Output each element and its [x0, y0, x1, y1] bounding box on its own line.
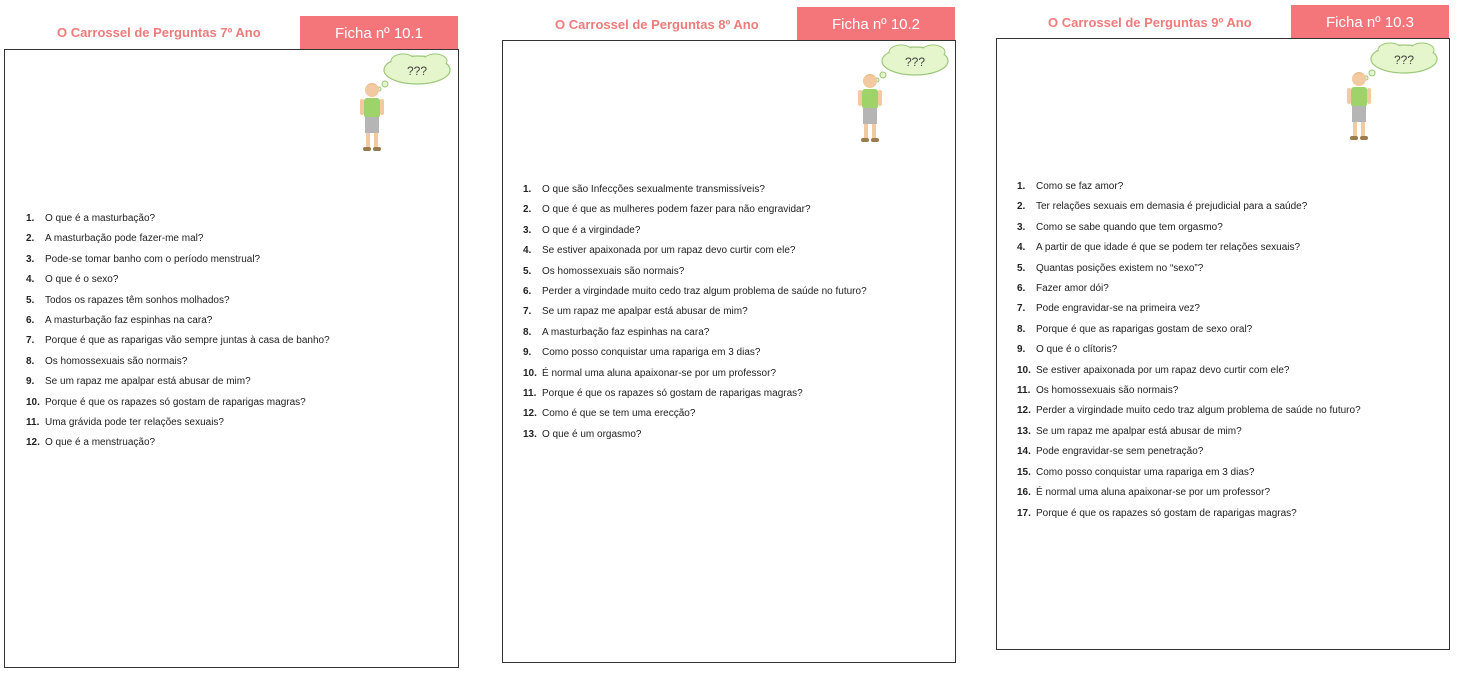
- question-text: Os homossexuais são normais?: [1036, 385, 1179, 397]
- question-text: A masturbação pode fazer-me mal?: [45, 233, 204, 245]
- sheet-title: O Carrossel de Perguntas 9º Ano: [1048, 15, 1252, 30]
- question-text: Porque é que as raparigas vão sempre juntas à casa de banho?: [45, 335, 330, 347]
- question-text: Ter relações sexuais em demasia é prejudicial para a saúde?: [1036, 201, 1308, 213]
- question-text: Perder a virgindade muito cedo traz algum problema de saúde no futuro?: [1036, 405, 1361, 417]
- question-number: 8.: [1017, 323, 1026, 335]
- question-number: 3.: [26, 253, 35, 265]
- question-item: [26, 413, 330, 433]
- question-number: 5.: [26, 294, 35, 306]
- question-item: [523, 404, 867, 424]
- sheet-title: O Carrossel de Perguntas 8º Ano: [555, 17, 759, 32]
- worksheet-page: [996, 38, 1450, 650]
- question-number: 11.: [1017, 385, 1031, 397]
- question-item: [523, 302, 867, 322]
- question-number: 11.: [523, 388, 537, 400]
- question-item: [26, 331, 330, 351]
- question-text: O que é a menstruação?: [45, 437, 156, 449]
- boy-with-thought-bubble-icon: [853, 43, 963, 163]
- question-item: [1017, 483, 1361, 503]
- question-item: [523, 241, 867, 261]
- question-item: [523, 343, 867, 363]
- question-number: 6.: [523, 286, 532, 298]
- question-item: [523, 221, 867, 241]
- question-text: A masturbação faz espinhas na cara?: [45, 315, 213, 327]
- question-item: [26, 372, 330, 392]
- question-item: [523, 384, 867, 404]
- question-item: [26, 250, 330, 270]
- question-item: [1017, 340, 1361, 360]
- question-item: [1017, 197, 1361, 217]
- question-text: Fazer amor dói?: [1036, 283, 1109, 295]
- question-text: É normal uma aluna apaixonar-se por um professor?: [1036, 487, 1271, 499]
- question-text: O que é o clítoris?: [1036, 344, 1118, 356]
- ficha-label: Ficha nº 10.2: [797, 7, 955, 41]
- question-list: [523, 180, 867, 445]
- worksheet-page: [502, 40, 956, 663]
- question-text: Se um rapaz me apalpar está abusar de mim?: [1036, 425, 1242, 437]
- question-item: [26, 352, 330, 372]
- question-number: 4.: [1017, 242, 1026, 254]
- question-number: 1.: [26, 213, 35, 224]
- question-text: Os homossexuais são normais?: [45, 355, 188, 367]
- question-item: [1017, 218, 1361, 238]
- question-item: [523, 180, 867, 200]
- bubble-text: ???: [406, 64, 428, 78]
- question-number: 10.: [1017, 364, 1031, 376]
- ficha-label: Ficha nº 10.1: [300, 16, 458, 50]
- question-number: 16.: [1017, 487, 1031, 499]
- question-text: Se estiver apaixonada por um rapaz devo curtir com ele?: [1036, 364, 1290, 376]
- question-number: 11.: [26, 417, 40, 429]
- question-text: A partir de que idade é que se podem ter relações sexuais?: [1036, 242, 1301, 254]
- question-item: [1017, 279, 1361, 299]
- question-number: 3.: [523, 224, 532, 236]
- question-number: 7.: [1017, 303, 1026, 315]
- worksheet-page: [4, 49, 459, 668]
- question-text: Os homossexuais são normais?: [542, 265, 685, 277]
- question-item: [1017, 320, 1361, 340]
- question-text: O que é o sexo?: [45, 274, 119, 286]
- question-item: [523, 282, 867, 302]
- question-number: 5.: [1017, 262, 1026, 274]
- question-number: 10.: [26, 396, 40, 408]
- boy-with-thought-bubble-icon: [355, 52, 465, 172]
- question-number: 2.: [26, 233, 35, 245]
- question-item: [1017, 463, 1361, 483]
- question-text: Como posso conquistar uma rapariga em 3 dias?: [1036, 466, 1255, 478]
- question-item: [523, 200, 867, 220]
- question-number: 10.: [523, 367, 537, 379]
- question-text: É normal uma aluna apaixonar-se por um professor?: [542, 367, 777, 379]
- question-item: [523, 262, 867, 282]
- question-text: Pode-se tomar banho com o período menstrual?: [45, 253, 261, 265]
- question-number: 12.: [26, 437, 40, 449]
- question-item: [523, 364, 867, 384]
- bubble-text: ???: [1393, 53, 1415, 67]
- question-text: Como é que se tem uma erecção?: [542, 408, 696, 420]
- question-text: Pode engravidar-se na primeira vez?: [1036, 303, 1200, 315]
- question-item: [26, 291, 330, 311]
- question-item: [26, 229, 330, 249]
- question-item: [1017, 442, 1361, 462]
- question-number: 9.: [1017, 344, 1026, 356]
- question-item: [1017, 504, 1361, 524]
- question-text: Como se sabe quando que tem orgasmo?: [1036, 221, 1223, 233]
- question-text: O que é a masturbação?: [45, 213, 156, 224]
- question-number: 17.: [1017, 507, 1031, 519]
- question-number: 12.: [1017, 405, 1031, 417]
- question-text: Quantas posições existem no “sexo”?: [1036, 262, 1204, 274]
- question-number: 9.: [26, 376, 35, 388]
- question-item: [1017, 422, 1361, 442]
- question-number: 13.: [1017, 425, 1031, 437]
- question-item: [1017, 299, 1361, 319]
- question-item: [26, 311, 330, 331]
- question-number: 7.: [523, 306, 532, 318]
- boy-with-thought-bubble-icon: [1342, 41, 1452, 161]
- question-text: O que é um orgasmo?: [542, 428, 642, 440]
- question-text: Porque é que os rapazes só gostam de raparigas magras?: [542, 388, 803, 400]
- question-number: 12.: [523, 408, 537, 420]
- question-number: 8.: [523, 326, 532, 338]
- question-number: 8.: [26, 355, 35, 367]
- question-item: [523, 425, 867, 445]
- question-number: 2.: [1017, 201, 1026, 213]
- question-number: 4.: [26, 274, 35, 286]
- question-item: [26, 393, 330, 413]
- sheet-title: O Carrossel de Perguntas 7º Ano: [57, 25, 261, 40]
- question-text: Perder a virgindade muito cedo traz algum problema de saúde no futuro?: [542, 286, 867, 298]
- question-text: Porque é que os rapazes só gostam de raparigas magras?: [45, 396, 306, 408]
- question-number: 6.: [26, 315, 35, 327]
- question-number: 15.: [1017, 466, 1031, 478]
- question-list: [1017, 177, 1361, 524]
- ficha-label: Ficha nº 10.3: [1291, 5, 1449, 39]
- question-item: [1017, 401, 1361, 421]
- question-number: 1.: [1017, 181, 1026, 192]
- question-item: [26, 270, 330, 290]
- question-item: [26, 209, 330, 229]
- question-number: 4.: [523, 245, 532, 257]
- question-item: [1017, 381, 1361, 401]
- question-number: 6.: [1017, 283, 1026, 295]
- question-number: 3.: [1017, 221, 1026, 233]
- question-item: [1017, 238, 1361, 258]
- question-list: [26, 209, 330, 454]
- question-number: 1.: [523, 184, 532, 195]
- question-text: Todos os rapazes têm sonhos molhados?: [45, 294, 230, 306]
- question-number: 13.: [523, 428, 537, 440]
- question-text: A masturbação faz espinhas na cara?: [542, 326, 710, 338]
- question-number: 7.: [26, 335, 35, 347]
- question-item: [523, 323, 867, 343]
- question-number: 5.: [523, 265, 532, 277]
- question-text: Porque é que os rapazes só gostam de raparigas magras?: [1036, 507, 1297, 519]
- question-item: [1017, 361, 1361, 381]
- question-item: [26, 433, 330, 453]
- question-text: Pode engravidar-se sem penetração?: [1036, 446, 1204, 458]
- question-text: O que é a virgindade?: [542, 224, 641, 236]
- question-text: Se estiver apaixonada por um rapaz devo curtir com ele?: [542, 245, 796, 257]
- question-text: Como posso conquistar uma rapariga em 3 dias?: [542, 347, 761, 359]
- question-text: Uma grávida pode ter relações sexuais?: [45, 417, 224, 429]
- question-text: O que são Infecções sexualmente transmissíveis?: [542, 184, 765, 195]
- question-text: Se um rapaz me apalpar está abusar de mim?: [542, 306, 748, 318]
- question-text: Porque é que as raparigas gostam de sexo oral?: [1036, 323, 1253, 335]
- question-text: Como se faz amor?: [1036, 181, 1124, 192]
- question-item: [1017, 177, 1361, 197]
- question-text: Se um rapaz me apalpar está abusar de mim?: [45, 376, 251, 388]
- question-number: 9.: [523, 347, 532, 359]
- question-item: [1017, 259, 1361, 279]
- question-number: 14.: [1017, 446, 1031, 458]
- question-text: O que é que as mulheres podem fazer para não engravidar?: [542, 204, 811, 216]
- bubble-text: ???: [904, 55, 926, 69]
- question-number: 2.: [523, 204, 532, 216]
